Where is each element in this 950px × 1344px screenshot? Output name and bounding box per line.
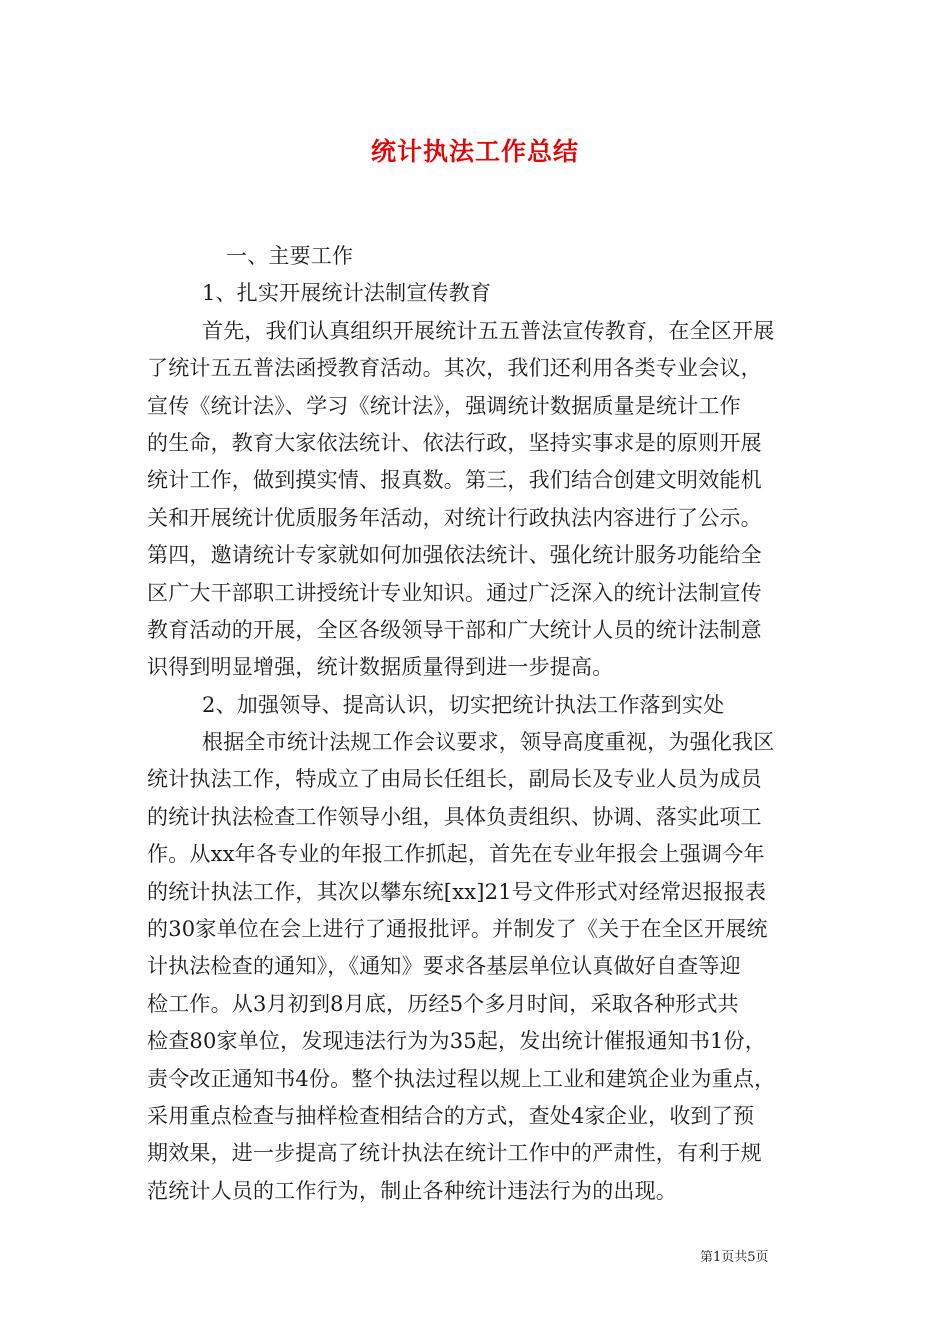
paragraph-line: 统计执法工作，特成立了由局长任组长，副局长及专业人员为成员 <box>147 767 762 792</box>
paragraph-line: 区广大干部职工讲授统计专业知识。通过广泛深入的统计法制宣传 <box>147 580 762 605</box>
paragraph-line: 采用重点检查与抽样检查相结合的方式，查处4家企业，收到了预 <box>147 1103 755 1128</box>
paragraph-line: 宣传《统计法》、学习《统计法》，强调统计数据质量是统计工作 <box>147 393 741 418</box>
paragraph-line: 统计工作，做到摸实情、报真数。第三，我们结合创建文明效能机 <box>147 468 762 493</box>
paragraph-line: 的30家单位在会上进行了通报批评。并制发了《关于在全区开展统 <box>147 917 768 942</box>
paragraph-line: 检查80家单位，发现违法行为为35起，发出统计催报通知书1份， <box>147 1029 767 1054</box>
paragraph-line: 识得到明显增强，统计数据质量得到进一步提高。 <box>147 655 614 680</box>
paragraph-line: 的生命，教育大家依法统计、依法行政，坚持实事求是的原则开展 <box>147 430 762 455</box>
paragraph-line: 了统计五五普法函授教育活动。其次，我们还利用各类专业会议， <box>147 356 762 381</box>
paragraph-line: 教育活动的开展，全区各级领导干部和广大统计人员的统计法制意 <box>147 617 762 642</box>
paragraph-line: 根据全市统计法规工作会议要求，领导高度重视，为强化我区 <box>202 730 775 755</box>
paragraph-line: 的统计执法检查工作领导小组，具体负责组织、协调、落实此项工 <box>147 804 762 829</box>
paragraph-line: 计执法检查的通知》，《通知》要求各基层单位认真做好自查等迎 <box>147 954 741 979</box>
paragraph-line: 第四，邀请统计专家就如何加强依法统计、强化统计服务功能给全 <box>147 543 762 568</box>
subsection-heading: 2、加强领导、提高认识，切实把统计执法工作落到实处 <box>202 692 725 717</box>
paragraph-line: 关和开展统计优质服务年活动，对统计行政执法内容进行了公示。 <box>147 505 762 530</box>
subsection-heading: 1、扎实开展统计法制宣传教育 <box>202 281 492 306</box>
paragraph-line: 首先，我们认真组织开展统计五五普法宣传教育，在全区开展 <box>202 318 775 343</box>
paragraph-line: 的统计执法工作，其次以攀东统[xx]21号文件形式对经常迟报报表 <box>147 879 767 904</box>
paragraph-line: 检工作。从3月初到8月底，历经5个多月时间，采取各种形式共 <box>147 991 739 1016</box>
document-body <box>147 238 813 1210</box>
paragraph-line: 范统计人员的工作行为，制止各种统计违法行为的出现。 <box>147 1178 677 1203</box>
section-heading: 一、主要工作 <box>226 244 354 268</box>
paragraph-line: 作。从xx年各专业的年报工作抓起，首先在专业年报会上强调今年 <box>147 842 765 867</box>
document-title: 统计执法工作总结 <box>370 137 579 166</box>
page-indicator: 第1页共5页 <box>700 1250 769 1265</box>
paragraph-line: 责令改正通知书4份。整个执法过程以规上工业和建筑企业为重点， <box>147 1066 776 1091</box>
paragraph-line: 期效果，进一步提高了统计执法在统计工作中的严肃性，有利于规 <box>147 1141 762 1166</box>
